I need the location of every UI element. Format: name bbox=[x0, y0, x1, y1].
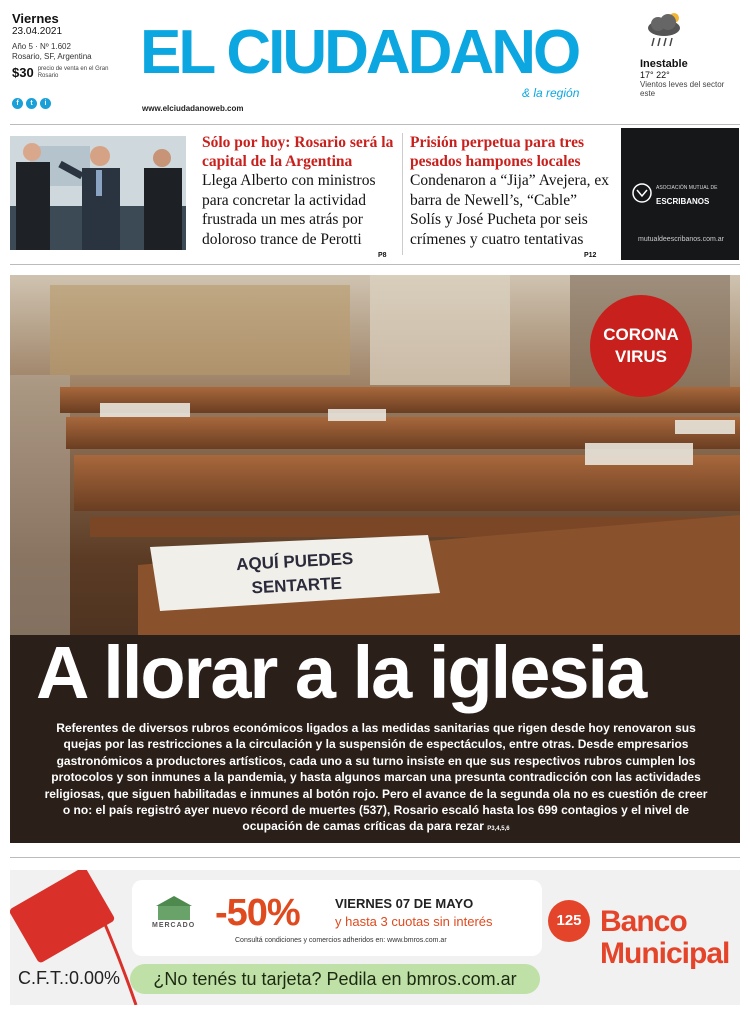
bank-name bbox=[600, 906, 729, 970]
edition-date: 23.04.2021 bbox=[12, 26, 63, 37]
weather-description: Vientos leves del sector este bbox=[640, 80, 725, 98]
divider bbox=[10, 124, 740, 125]
badge-line2: VIRUS bbox=[615, 347, 667, 366]
price-note: precio de venta en el Gran Rosario bbox=[37, 65, 109, 79]
main-lede bbox=[40, 720, 712, 838]
story-headline[interactable]: Prisión perpetua para tres pesados hampones locales bbox=[410, 134, 585, 170]
column-divider bbox=[402, 133, 403, 255]
card-signup-pill[interactable]: ¿No tenés tu tarjeta? Pedila en bmros.com.ar bbox=[130, 964, 540, 994]
banco-municipal-ad[interactable] bbox=[10, 870, 740, 1005]
pew-sign-line1: AQUÍ PUEDES bbox=[235, 548, 354, 575]
discount-percent: -50% bbox=[215, 892, 300, 934]
weather-widget bbox=[640, 10, 740, 98]
pew-sign-line2: SENTARTE bbox=[251, 573, 343, 598]
bank-name-line2: Municipal bbox=[600, 937, 730, 970]
cft-rate: C.F.T.:0.00% bbox=[18, 968, 121, 988]
promo-date: VIERNES 07 DE MAYO bbox=[335, 896, 474, 911]
weather-temps: 17° 22° bbox=[640, 70, 670, 80]
edition-location: Rosario, SF, Argentina bbox=[12, 52, 92, 61]
escribanos-logo-icon bbox=[631, 182, 653, 204]
edition-number: Año 5 · Nº 1.602 bbox=[12, 42, 71, 51]
story-page-ref: P8 bbox=[378, 252, 387, 259]
story-body: Condenaron a “Jija” Avejera, ex barra de Newell’s, “Cable” Solís y José Pucheta por seis crímenes y cuatro tentativas bbox=[410, 172, 609, 248]
main-headline[interactable]: A llorar a la iglesia bbox=[36, 631, 646, 714]
story-body: Llega Alberto con ministros para concretar la actividad frustrada un mes atrás por doloroso trance de Perotti bbox=[202, 172, 376, 248]
facebook-icon[interactable]: f bbox=[12, 98, 23, 109]
story-photo-officials bbox=[10, 136, 186, 250]
promo-cuotas: y hasta 3 cuotas sin interés bbox=[335, 914, 493, 929]
lede-page-ref: P3,4,5,6 bbox=[487, 826, 510, 833]
ad-subtitle: ASOCIACIÓN MUTUAL DE bbox=[656, 185, 718, 191]
story-prision[interactable] bbox=[410, 133, 610, 249]
mercado-label: MERCADO bbox=[152, 922, 196, 929]
lede-text: Referentes de diversos rubros económicos ligados a las medidas sanitarias que rigen desde hoy renovaron sus quejas por las restricciones a la circulación y la suspensión de espectáculos, entre otras. Desde empresarios gastronómicos a productores artísticos, cada uno a su turno insiste en que sus respectivos rubros cumplen los protocolos y son inmunes a la pandemia, y hasta algunos marcan una presunta contradicción con las actividades religiosas, que siguen habilitadas e inmunes al botón rojo. Pero el avance de la segunda ola no es cuestión de creer o no: el país registró ayer nuevo récord de muertes (537), Rosario escaló hasta los 699 contagios y el nivel de ocupación de camas críticas da para rezar bbox=[44, 721, 708, 834]
divider bbox=[10, 264, 740, 265]
story-headline[interactable]: Sólo por hoy: Rosario será la capital de la Argentina bbox=[202, 134, 394, 170]
ad-name: ESCRIBANOS bbox=[656, 197, 710, 206]
promo-conditions: Consultá condiciones y comercios adheridos en: www.bmros.com.ar bbox=[235, 937, 447, 944]
ad-url[interactable]: mutualdeescribanos.com.ar bbox=[638, 236, 724, 243]
edition-day: Viernes bbox=[12, 11, 59, 26]
divider bbox=[10, 857, 740, 858]
escribanos-ad[interactable] bbox=[621, 128, 739, 260]
weather-title: Inestable bbox=[640, 58, 688, 70]
story-page-ref: P12 bbox=[584, 252, 597, 259]
storm-cloud-icon bbox=[644, 10, 684, 50]
mercado-logo-icon bbox=[156, 896, 192, 920]
instagram-icon[interactable]: i bbox=[40, 98, 51, 109]
bank-anniversary-badge: 125 bbox=[548, 900, 590, 942]
story-rosario[interactable] bbox=[202, 133, 398, 249]
social-links bbox=[12, 98, 122, 109]
badge-line1: CORONA bbox=[603, 325, 679, 344]
newspaper-logo[interactable]: EL CIUDADANO bbox=[140, 18, 579, 87]
website-link[interactable]: www.elciudadanoweb.com bbox=[142, 104, 244, 113]
coronavirus-badge[interactable] bbox=[590, 295, 692, 397]
edition-info bbox=[12, 12, 122, 109]
price: $30 bbox=[12, 65, 34, 80]
masthead bbox=[0, 0, 750, 122]
bank-name-line1: Banco bbox=[600, 905, 687, 938]
logo-subtitle: & la región bbox=[522, 86, 580, 100]
twitter-icon[interactable]: t bbox=[26, 98, 37, 109]
